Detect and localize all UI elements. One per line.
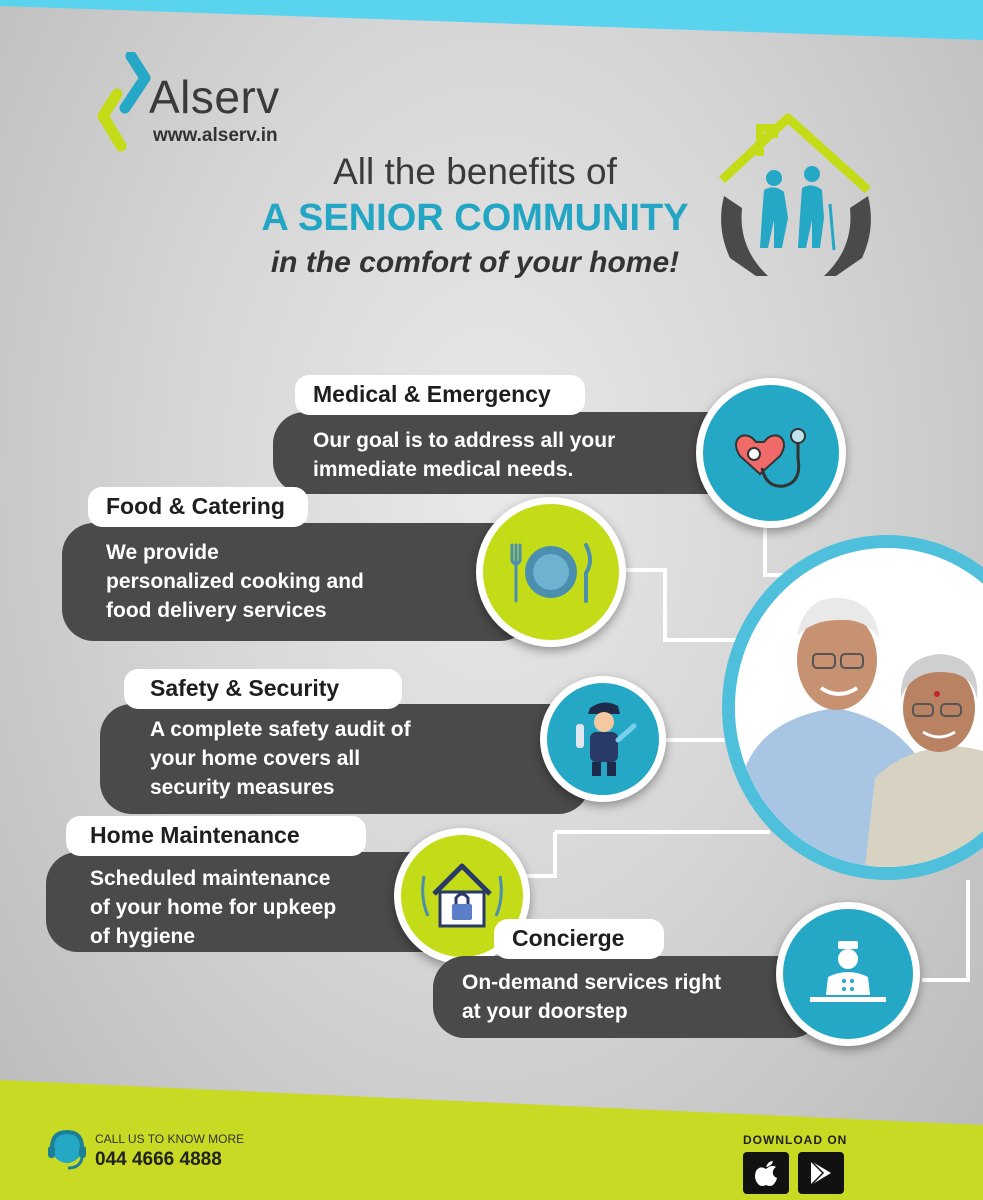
phone-number[interactable]: 044 4666 4888 <box>95 1149 222 1170</box>
app-store-button[interactable] <box>743 1152 789 1194</box>
headline-line-2: A SENIOR COMMUNITY <box>261 197 689 239</box>
google-play-icon <box>809 1160 833 1186</box>
google-play-button[interactable] <box>798 1152 844 1194</box>
house-lock-icon <box>420 858 504 934</box>
safety-icon-circle[interactable] <box>540 676 666 802</box>
apple-app-store-icon <box>754 1159 778 1187</box>
service-description-line: your home covers all <box>150 747 361 770</box>
service-description-line: A complete safety audit of <box>150 718 411 741</box>
food-icon-circle[interactable] <box>476 497 626 647</box>
service-card-concierge <box>433 956 823 1038</box>
service-description-line: of your home for upkeep <box>90 896 337 919</box>
brand-url[interactable]: www.alserv.in <box>153 125 278 146</box>
service-description-line: immediate medical needs. <box>313 458 574 481</box>
service-title-medical: Medical & Emergency <box>295 375 585 415</box>
headset-icon <box>46 1128 88 1172</box>
service-card-food <box>62 523 532 641</box>
service-description-line: Scheduled maintenance <box>90 867 331 890</box>
service-description-line: of hygiene <box>90 925 196 948</box>
service-description-line: at your doorstep <box>462 1000 628 1023</box>
service-title-food: Food & Catering <box>88 487 308 527</box>
service-title-safety: Safety & Security <box>124 669 402 709</box>
service-card-safety <box>100 704 590 814</box>
concierge-icon <box>806 937 890 1011</box>
headline-line-3: in the comfort of your home! <box>270 246 680 279</box>
service-description-line: On-demand services right <box>462 971 722 994</box>
download-label: DOWNLOAD ON <box>743 1133 848 1147</box>
service-description-line: personalized cooking and <box>106 570 364 593</box>
concierge-icon-circle[interactable] <box>776 902 920 1046</box>
service-description-line: security measures <box>150 776 335 799</box>
service-title-maintenance: Home Maintenance <box>66 816 366 856</box>
heart-stethoscope-icon <box>726 408 816 498</box>
brand-name: Alserv <box>149 71 280 123</box>
headline-line-1: All the benefits of <box>333 151 617 192</box>
plate-cutlery-icon <box>506 537 596 607</box>
medical-icon-circle[interactable] <box>696 378 846 528</box>
security-guard-icon <box>568 696 638 782</box>
service-card-medical <box>273 412 753 494</box>
service-description-line: We provide <box>106 541 219 564</box>
service-description-line: food delivery services <box>106 599 327 622</box>
call-label: CALL US TO KNOW MORE <box>95 1132 245 1146</box>
service-description-line: Our goal is to address all your <box>313 429 616 452</box>
service-title-concierge: Concierge <box>494 919 664 959</box>
